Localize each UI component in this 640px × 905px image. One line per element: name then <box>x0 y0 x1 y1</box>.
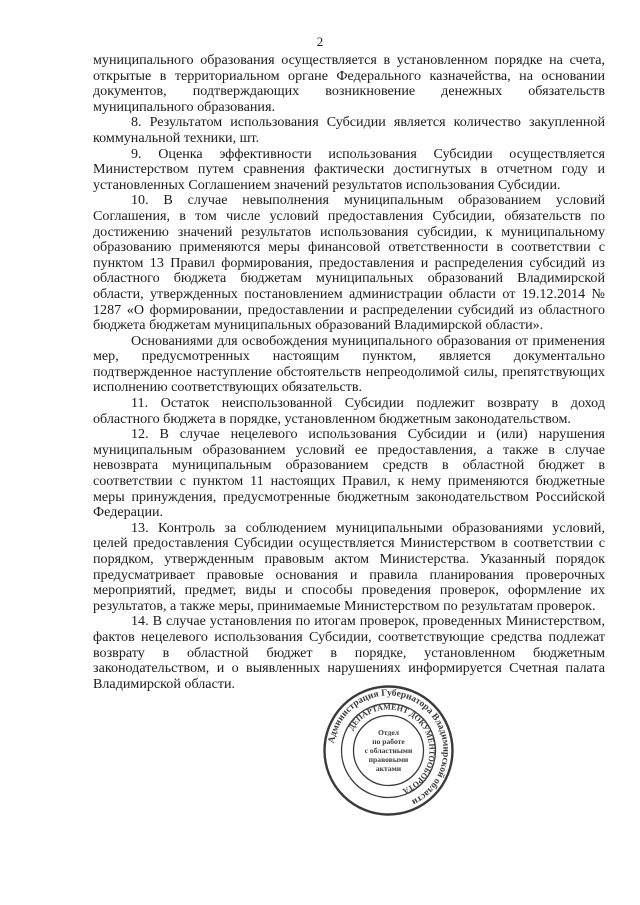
office-stamp <box>321 683 456 818</box>
paragraph: 13. Контроль за соблюдением муниципальными образованиями условий, целей предоставления Субсидии осуществляется Министерством в соответствии с порядком, утвержденным правовым актом Министерства. Указанный порядок предусматривает правовые основания и правила планирования проверочных мероприятий, предмет, виды и способы проведения проверок, оформление их результатов, а также меры, принимаемые Министерством по результатам проверок. <box>93 519 605 614</box>
paragraph: Основаниями для освобождения муниципального образования от применения мер, предусмотренных настоящим пунктом, является документально подтвержденное наступление обстоятельств непреодолимой силы, препятствующих исполнению соответствующих обязательств. <box>93 332 605 396</box>
paragraph: 8. Результатом использования Субсидии является количество закупленной коммунальной техники, шт. <box>93 114 605 146</box>
paragraph: 14. В случае установления по итогам проверок, проведенных Министерством, фактов нецелевого использования Субсидии, соответствующие средства подлежат возврату в областной бюджет в порядке, установленном бюджетным законодательством, и о выявленных нарушениях информируется Счетная палата Владимирской области. <box>93 613 605 692</box>
stamp-center-line: по работе <box>372 737 405 746</box>
stamp-center-line: с областными <box>364 746 413 755</box>
page-number: 2 <box>316 34 324 49</box>
stamp-center-line: Отдел <box>377 728 400 737</box>
document-body <box>93 53 605 692</box>
paragraph: 11. Остаток неиспользованной Субсидии подлежит возврату в доход областного бюджета в порядке, установленном бюджетным законодательством. <box>93 395 605 427</box>
paragraph: 12. В случае нецелевого использования Субсидии и (или) нарушения муниципальным образованием условий ее предоставления, а также в случае невозврата муниципальным образованием средств в областной бюджет в соответствии с пунктом 11 настоящих Правил, к нему применяются бюджетные меры принуждения, предусмотренные бюджетным законодательством Российской Федерации. <box>93 426 605 521</box>
stamp-center-line: актами <box>375 764 402 773</box>
paragraph: 9. Оценка эффективности использования Субсидии осуществляется Министерством путем сравнения фактически достигнутых в отчетном году и установленных Соглашением значений результатов использования Субсидии. <box>93 145 605 193</box>
paragraph: 10. В случае невыполнения муниципальным образованием условий Соглашения, в том числе условий предоставления Субсидии, обязательств по достижению значений результатов использования субсидии, к муниципальному образованию применяются меры финансовой ответственности в соответствии с пунктом 13 Правил формирования, предоставления и распределения субсидий из областного бюджета бюджетам муниципальных образований Владимирской области, утвержденных постановлением администрации области от 19.12.2014 № 1287 «О формировании, предоставлении и распределении субсидий из областного бюджета бюджетам муниципальных образований Владимирской области». <box>93 192 605 334</box>
stamp-ring-text: ДЕПАРТАМЕНТ ДОКУМЕНТООБОРОТА <box>346 702 437 796</box>
paragraph: муниципального образования осуществляется в установленном порядке на счета, открытые в территориальном органе Федерального казначейства, на основании документов, подтверждающих возникновение денежных обязательств муниципального образования. <box>93 52 605 115</box>
stamp-outer-text: Администрация Губернатора Владимирской области <box>326 688 451 807</box>
stamp-center-line: правовыми <box>368 755 409 764</box>
